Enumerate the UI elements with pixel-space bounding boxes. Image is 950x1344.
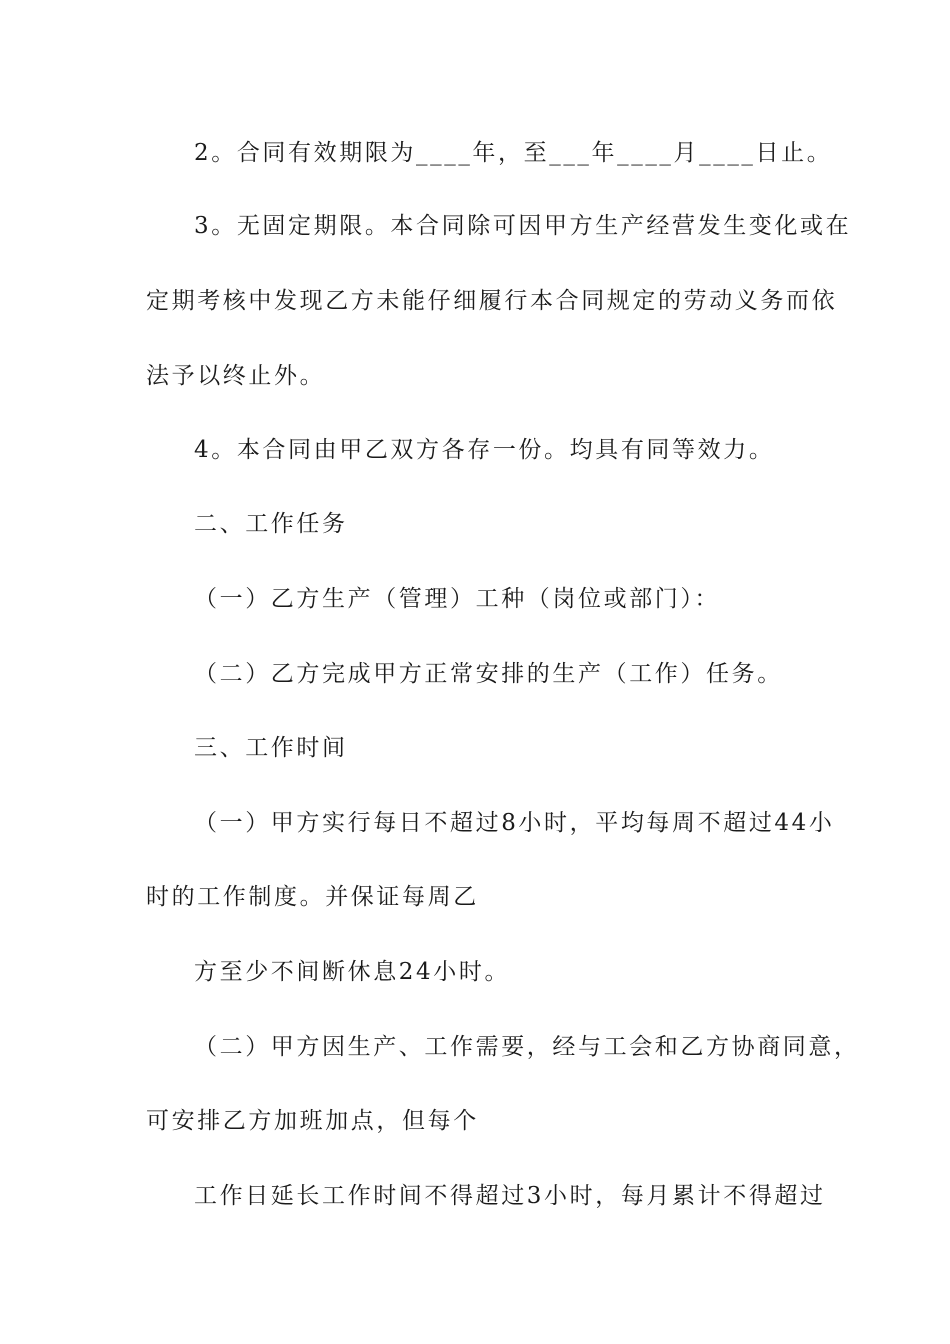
term-2-line: 2。合同有效期限为____年，至___年____月____日止。 [194,140,833,166]
time-item-2-line-1: （二）甲方因生产、工作需要，经与工会和乙方协商同意， [194,1034,860,1060]
section-heading-work-tasks: 二、工作任务 [194,511,348,537]
time-item-2-line-3: 工作日延长工作时间不得超过3小时，每月累计不得超过 [194,1183,826,1209]
term-4-line: 4。本合同由甲乙双方各存一份。均具有同等效力。 [194,437,775,463]
time-item-1-line-2: 时的工作制度。并保证每周乙 [146,884,479,910]
task-item-1: （一）乙方生产（管理）工种（岗位或部门）： [194,586,721,612]
term-3-line-2: 定期考核中发现乙方未能仔细履行本合同规定的劳动义务而依 [146,288,838,314]
term-3-line-3: 法予以终止外。 [146,363,326,389]
time-item-2-line-2: 可安排乙方加班加点，但每个 [146,1108,479,1134]
task-item-2: （二）乙方完成甲方正常安排的生产（工作）任务。 [194,661,783,687]
section-heading-work-time: 三、工作时间 [194,735,348,761]
time-item-1-line-1: （一）甲方实行每日不超过8小时，平均每周不超过44小 [194,810,835,836]
time-item-1-line-3: 方至少不间断休息24小时。 [194,959,511,985]
term-3-line-1: 3。无固定期限。本合同除可因甲方生产经营发生变化或在 [194,213,852,239]
